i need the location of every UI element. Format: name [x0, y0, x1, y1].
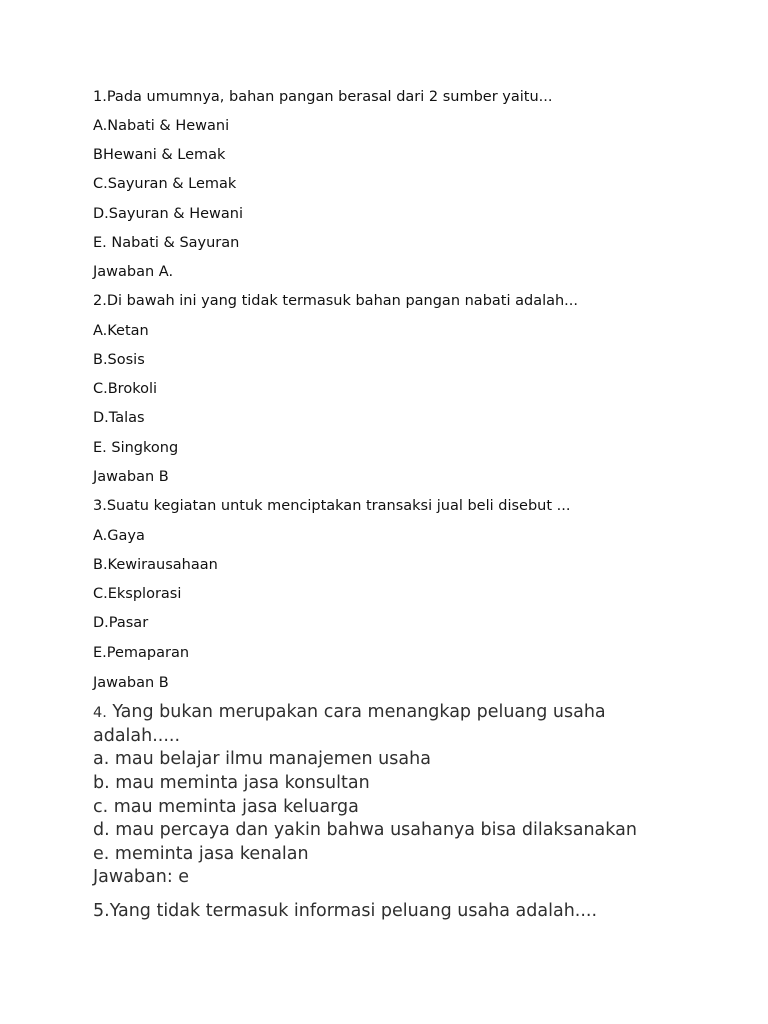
q1-option-e: E. Nabati & Sayuran: [93, 235, 240, 251]
q4-option-d: d. mau percaya dan yakin bahwa usahanya bisa dilaksanakan: [93, 820, 637, 840]
question-3: 3.Suatu kegiatan untuk menciptakan transaksi jual beli disebut ...: [93, 498, 571, 514]
question-4-text: Yang bukan merupakan cara menangkap peluang usaha: [106, 702, 606, 722]
q1-option-b: BHewani & Lemak: [93, 147, 226, 163]
q4-option-e: e. meminta jasa kenalan: [93, 844, 309, 864]
q2-option-b: B.Sosis: [93, 352, 145, 368]
q3-option-d: D.Pasar: [93, 615, 149, 631]
q3-answer: Jawaban B: [93, 675, 169, 691]
question-4-line2: adalah.....: [93, 726, 181, 746]
question-5: 5.Yang tidak termasuk informasi peluang usaha adalah....: [93, 901, 598, 921]
question-4-line1: [93, 701, 606, 725]
q4-answer: Jawaban: e: [93, 867, 190, 887]
q1-option-a: A.Nabati & Hewani: [93, 118, 230, 134]
q1-answer: Jawaban A.: [93, 264, 174, 280]
question-4-number: 4.: [93, 705, 107, 721]
q3-option-b: B.Kewirausahaan: [93, 557, 218, 573]
q1-option-d: D.Sayuran & Hewani: [93, 206, 243, 222]
q4-option-a: a. mau belajar ilmu manajemen usaha: [93, 749, 431, 769]
q2-option-d: D.Talas: [93, 410, 145, 426]
q4-option-b: b. mau meminta jasa konsultan: [93, 773, 370, 793]
q2-option-e: E. Singkong: [93, 440, 179, 456]
q4-option-c: c. mau meminta jasa keluarga: [93, 797, 359, 817]
q3-option-e: E.Pemaparan: [93, 645, 190, 661]
q2-answer: Jawaban B: [93, 469, 169, 485]
question-2: 2.Di bawah ini yang tidak termasuk bahan pangan nabati adalah...: [93, 293, 579, 309]
q3-option-a: A.Gaya: [93, 528, 145, 544]
q1-option-c: C.Sayuran & Lemak: [93, 176, 237, 192]
q3-option-c: C.Eksplorasi: [93, 586, 182, 602]
q2-option-c: C.Brokoli: [93, 381, 158, 397]
question-1: 1.Pada umumnya, bahan pangan berasal dari 2 sumber yaitu...: [93, 89, 553, 105]
q2-option-a: A.Ketan: [93, 323, 149, 339]
